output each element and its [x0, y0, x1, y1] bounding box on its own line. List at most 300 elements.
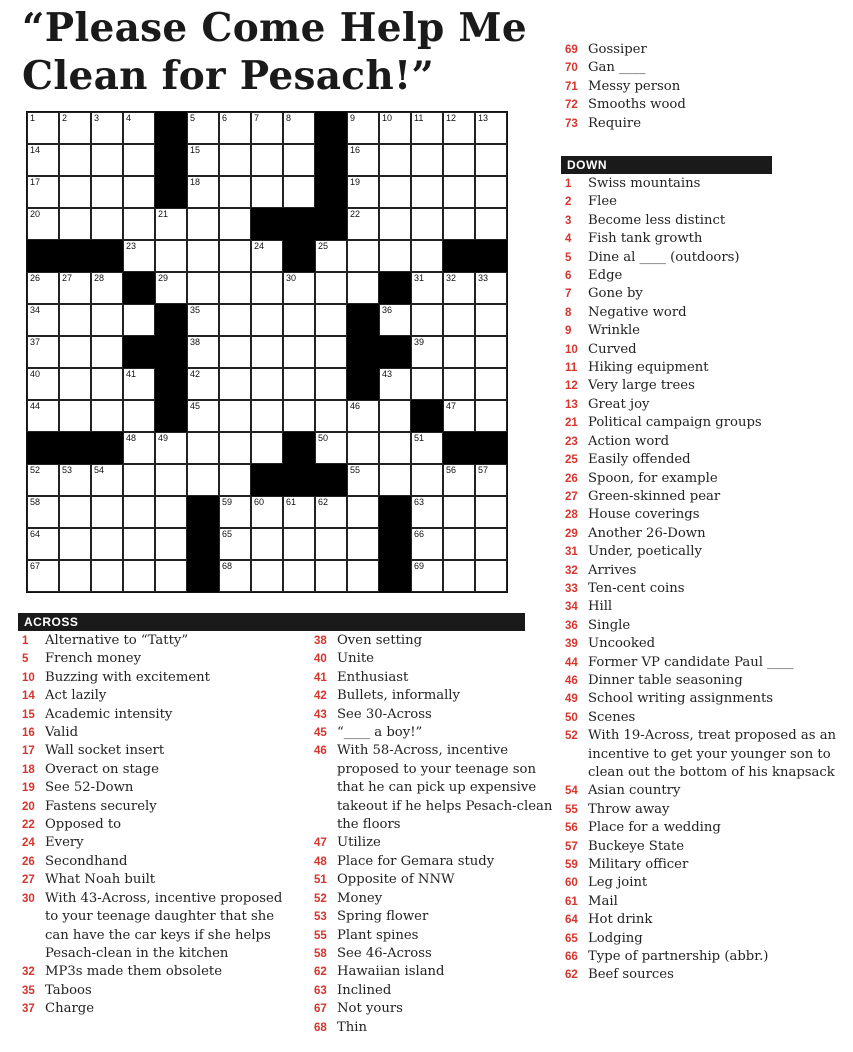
grid-cell[interactable] — [59, 560, 91, 592]
cell-number: 32 — [446, 273, 457, 283]
grid-cell[interactable] — [251, 400, 283, 432]
cell-number: 41 — [126, 369, 137, 379]
grid-cell[interactable] — [219, 432, 251, 464]
grid-cell[interactable] — [379, 240, 411, 272]
grid-cell[interactable] — [251, 112, 283, 144]
clue-item — [565, 59, 845, 77]
clue-number: 71 — [565, 80, 578, 93]
grid-cell[interactable] — [283, 400, 315, 432]
grid-cell[interactable] — [283, 272, 315, 304]
clue-text: Mail — [588, 893, 618, 909]
grid-cell[interactable] — [347, 496, 379, 528]
clue-text: Great joy — [588, 396, 650, 412]
grid-block — [59, 240, 91, 272]
grid-cell[interactable] — [347, 208, 379, 240]
clue-item — [314, 632, 554, 650]
grid-cell[interactable] — [283, 176, 315, 208]
clue-number: 32 — [22, 966, 35, 979]
grid-cell[interactable] — [91, 528, 123, 560]
grid-cell[interactable] — [155, 496, 187, 528]
clue-item — [565, 470, 845, 488]
grid-cell[interactable] — [251, 272, 283, 304]
clue-number: 31 — [565, 546, 578, 559]
grid-cell[interactable] — [27, 464, 59, 496]
grid-cell[interactable] — [347, 432, 379, 464]
grid-cell[interactable] — [347, 560, 379, 592]
clue-item — [314, 963, 554, 981]
cell-number: 26 — [30, 273, 41, 283]
grid-cell[interactable] — [411, 112, 443, 144]
clue-number: 14 — [22, 690, 35, 703]
clue-text: Wrinkle — [588, 323, 640, 339]
clue-text: What Noah built — [45, 872, 156, 888]
grid-cell[interactable] — [411, 304, 443, 336]
grid-cell[interactable] — [123, 208, 155, 240]
cell-number: 47 — [446, 401, 457, 411]
grid-cell[interactable] — [315, 400, 347, 432]
clue-item — [314, 1000, 554, 1018]
grid-cell[interactable] — [91, 368, 123, 400]
clue-text: Act lazily — [45, 688, 107, 704]
clue-text: Oven setting — [337, 633, 423, 648]
grid-cell[interactable] — [283, 368, 315, 400]
clue-number: 64 — [565, 914, 578, 927]
grid-cell[interactable] — [59, 112, 91, 144]
clue-text: Leg joint — [588, 875, 648, 891]
grid-cell[interactable] — [443, 560, 475, 592]
grid-cell[interactable] — [411, 432, 443, 464]
grid-cell[interactable] — [219, 400, 251, 432]
clue-text: Hill — [588, 599, 613, 615]
clue-text: Scenes — [588, 709, 636, 725]
cell-number: 34 — [30, 305, 41, 315]
clue-number: 6 — [565, 270, 572, 283]
grid-cell[interactable] — [59, 176, 91, 208]
grid-cell[interactable] — [411, 336, 443, 368]
grid-cell[interactable] — [251, 432, 283, 464]
clue-text: Overact on stage — [45, 761, 159, 777]
grid-cell[interactable] — [27, 272, 59, 304]
grid-cell[interactable] — [283, 496, 315, 528]
grid-cell[interactable] — [59, 336, 91, 368]
grid-cell[interactable] — [315, 528, 347, 560]
cell-number: 54 — [94, 465, 105, 475]
grid-cell[interactable] — [123, 496, 155, 528]
grid-cell[interactable] — [251, 144, 283, 176]
clue-text: Hot drink — [588, 912, 653, 928]
clue-number: 12 — [565, 380, 578, 393]
grid-cell[interactable] — [187, 240, 219, 272]
grid-cell[interactable] — [219, 208, 251, 240]
grid-cell[interactable] — [59, 528, 91, 560]
grid-cell[interactable] — [251, 496, 283, 528]
grid-cell[interactable] — [315, 240, 347, 272]
grid-cell[interactable] — [379, 144, 411, 176]
grid-cell[interactable] — [155, 528, 187, 560]
grid-block — [251, 208, 283, 240]
grid-cell[interactable] — [411, 144, 443, 176]
grid-cell[interactable] — [379, 400, 411, 432]
grid-cell[interactable] — [443, 208, 475, 240]
grid-cell[interactable] — [123, 432, 155, 464]
grid-cell[interactable] — [315, 336, 347, 368]
clue-text: Former VP candidate Paul ____ — [588, 654, 794, 670]
clue-number: 7 — [565, 288, 572, 301]
grid-cell[interactable] — [379, 208, 411, 240]
grid-cell[interactable] — [155, 432, 187, 464]
grid-cell[interactable] — [219, 144, 251, 176]
grid-cell[interactable] — [379, 464, 411, 496]
grid-cell[interactable] — [315, 368, 347, 400]
grid-cell[interactable] — [443, 144, 475, 176]
clue-number: 35 — [22, 984, 35, 997]
grid-cell[interactable] — [411, 208, 443, 240]
grid-cell[interactable] — [219, 464, 251, 496]
grid-cell[interactable] — [59, 368, 91, 400]
grid-cell[interactable] — [219, 240, 251, 272]
cell-number: 1 — [30, 113, 36, 123]
grid-cell[interactable] — [123, 144, 155, 176]
crossword-grid — [26, 111, 508, 593]
grid-cell[interactable] — [59, 464, 91, 496]
grid-cell[interactable] — [475, 304, 507, 336]
grid-cell[interactable] — [315, 496, 347, 528]
grid-cell[interactable] — [475, 272, 507, 304]
grid-cell[interactable] — [379, 176, 411, 208]
grid-cell[interactable] — [59, 400, 91, 432]
grid-cell[interactable] — [283, 112, 315, 144]
grid-cell[interactable] — [91, 304, 123, 336]
clue-item — [22, 724, 297, 742]
clue-number: 57 — [565, 840, 578, 853]
grid-cell[interactable] — [27, 176, 59, 208]
grid-cell[interactable] — [155, 560, 187, 592]
clue-item — [565, 948, 845, 966]
clue-text: Dinner table seasoning — [588, 672, 743, 688]
grid-cell[interactable] — [91, 496, 123, 528]
cell-number: 5 — [190, 113, 196, 123]
grid-cell[interactable] — [155, 240, 187, 272]
cell-number: 62 — [318, 497, 329, 507]
clue-text: Asian country — [588, 783, 681, 799]
grid-cell[interactable] — [283, 144, 315, 176]
grid-cell[interactable] — [251, 240, 283, 272]
cell-number: 13 — [478, 113, 489, 123]
grid-cell[interactable] — [187, 368, 219, 400]
grid-cell[interactable] — [475, 368, 507, 400]
cell-number: 9 — [350, 113, 356, 123]
grid-block — [251, 464, 283, 496]
clue-text: Every — [45, 835, 84, 851]
grid-cell[interactable] — [251, 176, 283, 208]
clue-item — [565, 359, 845, 377]
clue-item — [565, 856, 845, 874]
grid-cell[interactable] — [347, 272, 379, 304]
clue-number: 19 — [22, 782, 35, 795]
grid-cell[interactable] — [411, 176, 443, 208]
grid-cell[interactable] — [347, 464, 379, 496]
across-header: ACROSS — [18, 613, 525, 631]
grid-cell[interactable] — [91, 208, 123, 240]
grid-cell[interactable] — [251, 528, 283, 560]
grid-cell[interactable] — [123, 240, 155, 272]
clue-text: MP3s made them obsolete — [45, 964, 223, 980]
cell-number: 15 — [190, 145, 201, 155]
grid-cell[interactable] — [411, 368, 443, 400]
grid-cell[interactable] — [187, 144, 219, 176]
grid-cell[interactable] — [315, 560, 347, 592]
grid-cell[interactable] — [475, 560, 507, 592]
cell-number: 42 — [190, 369, 201, 379]
clue-text: School writing assignments — [588, 691, 774, 707]
grid-cell[interactable] — [379, 368, 411, 400]
grid-cell[interactable] — [443, 112, 475, 144]
clue-item — [22, 963, 297, 981]
grid-block — [443, 432, 475, 464]
grid-cell[interactable] — [27, 528, 59, 560]
clue-number: 38 — [314, 635, 327, 647]
clue-text: Arrives — [588, 562, 637, 578]
grid-cell[interactable] — [411, 272, 443, 304]
clue-text: Plant spines — [337, 927, 419, 943]
clue-text: With 43-Across, incentive proposed to your teenage daughter that she can have the car keys if she helps Pesach-clean in the kitchen — [45, 890, 283, 961]
clue-number: 22 — [22, 819, 35, 832]
grid-cell[interactable] — [219, 496, 251, 528]
clue-number: 18 — [22, 763, 35, 776]
grid-cell[interactable] — [347, 144, 379, 176]
grid-cell[interactable] — [187, 304, 219, 336]
grid-cell[interactable] — [475, 208, 507, 240]
grid-cell[interactable] — [411, 496, 443, 528]
clue-number: 8 — [565, 306, 572, 319]
grid-cell[interactable] — [411, 240, 443, 272]
grid-cell[interactable] — [283, 336, 315, 368]
clue-item — [565, 304, 845, 322]
grid-cell[interactable] — [187, 176, 219, 208]
grid-cell[interactable] — [27, 336, 59, 368]
grid-cell[interactable] — [411, 528, 443, 560]
grid-cell[interactable] — [411, 560, 443, 592]
grid-cell[interactable] — [219, 368, 251, 400]
grid-cell[interactable] — [443, 400, 475, 432]
cell-number: 4 — [126, 113, 132, 123]
grid-cell[interactable] — [379, 432, 411, 464]
grid-cell[interactable] — [27, 208, 59, 240]
cell-number: 57 — [478, 465, 489, 475]
grid-cell[interactable] — [219, 272, 251, 304]
clue-item — [314, 650, 554, 668]
grid-cell[interactable] — [347, 528, 379, 560]
clue-item — [565, 377, 845, 395]
cell-number: 52 — [30, 465, 41, 475]
grid-cell[interactable] — [91, 144, 123, 176]
grid-cell[interactable] — [475, 528, 507, 560]
clue-text: Uncooked — [588, 636, 656, 652]
grid-cell[interactable] — [443, 176, 475, 208]
clue-number: 17 — [22, 745, 35, 758]
clue-number: 65 — [565, 932, 578, 945]
grid-cell[interactable] — [187, 336, 219, 368]
grid-cell[interactable] — [155, 464, 187, 496]
grid-cell[interactable] — [411, 464, 443, 496]
grid-cell[interactable] — [283, 560, 315, 592]
clue-text: Gossiper — [588, 42, 647, 57]
grid-cell[interactable] — [347, 400, 379, 432]
grid-cell[interactable] — [123, 560, 155, 592]
grid-cell[interactable] — [219, 560, 251, 592]
clue-text: Fish tank growth — [588, 231, 703, 247]
clue-number: 70 — [565, 62, 578, 75]
grid-cell[interactable] — [123, 528, 155, 560]
grid-cell[interactable] — [347, 112, 379, 144]
grid-cell[interactable] — [251, 368, 283, 400]
grid-cell[interactable] — [251, 304, 283, 336]
grid-cell[interactable] — [27, 304, 59, 336]
grid-cell[interactable] — [27, 368, 59, 400]
cell-number: 44 — [30, 401, 41, 411]
grid-cell[interactable] — [91, 560, 123, 592]
clue-text: With 58-Across, incentive proposed to your teenage son that he can pick up expensive takeout if he helps Pesach-clean the floors — [337, 743, 553, 833]
clue-number: 4 — [565, 233, 572, 246]
grid-cell[interactable] — [187, 400, 219, 432]
cell-number: 37 — [30, 337, 41, 347]
grid-cell[interactable] — [27, 144, 59, 176]
grid-cell[interactable] — [315, 304, 347, 336]
grid-block — [379, 496, 411, 528]
grid-cell[interactable] — [155, 208, 187, 240]
grid-cell[interactable] — [91, 176, 123, 208]
grid-block — [347, 304, 379, 336]
grid-cell[interactable] — [475, 464, 507, 496]
grid-cell[interactable] — [27, 400, 59, 432]
grid-cell[interactable] — [475, 176, 507, 208]
clue-item — [565, 874, 845, 892]
grid-cell[interactable] — [27, 112, 59, 144]
grid-cell[interactable] — [251, 336, 283, 368]
clue-number: 58 — [314, 947, 327, 960]
clue-item — [565, 598, 845, 616]
cell-number: 55 — [350, 465, 361, 475]
clue-number: 10 — [22, 671, 35, 684]
grid-cell[interactable] — [187, 464, 219, 496]
cell-number: 27 — [62, 273, 73, 283]
grid-cell[interactable] — [123, 112, 155, 144]
grid-cell[interactable] — [155, 272, 187, 304]
grid-cell[interactable] — [475, 400, 507, 432]
clue-item — [565, 78, 845, 96]
grid-cell[interactable] — [91, 272, 123, 304]
clue-number: 20 — [22, 800, 35, 813]
clue-text: Wall socket insert — [45, 743, 165, 759]
grid-cell[interactable] — [187, 272, 219, 304]
grid-cell[interactable] — [379, 304, 411, 336]
grid-cell[interactable] — [27, 496, 59, 528]
cell-number: 51 — [414, 433, 425, 443]
grid-cell[interactable] — [187, 208, 219, 240]
clue-item — [314, 908, 554, 926]
clue-text: Flee — [588, 194, 617, 210]
grid-cell[interactable] — [251, 560, 283, 592]
grid-cell[interactable] — [219, 304, 251, 336]
cell-number: 67 — [30, 561, 41, 571]
grid-cell[interactable] — [123, 304, 155, 336]
grid-cell[interactable] — [219, 176, 251, 208]
grid-cell[interactable] — [443, 528, 475, 560]
grid-cell[interactable] — [475, 112, 507, 144]
grid-cell[interactable] — [347, 176, 379, 208]
grid-cell[interactable] — [123, 176, 155, 208]
clue-item — [22, 742, 297, 760]
grid-cell[interactable] — [475, 336, 507, 368]
grid-cell[interactable] — [27, 560, 59, 592]
grid-cell[interactable] — [59, 208, 91, 240]
grid-cell[interactable] — [443, 464, 475, 496]
grid-cell[interactable] — [91, 336, 123, 368]
grid-cell[interactable] — [187, 432, 219, 464]
grid-cell[interactable] — [443, 272, 475, 304]
grid-cell[interactable] — [475, 496, 507, 528]
grid-cell[interactable] — [59, 272, 91, 304]
clue-text: Swiss mountains — [588, 176, 701, 191]
grid-cell[interactable] — [59, 496, 91, 528]
grid-cell[interactable] — [123, 368, 155, 400]
grid-cell[interactable] — [283, 304, 315, 336]
grid-cell[interactable] — [443, 496, 475, 528]
grid-cell[interactable] — [347, 240, 379, 272]
grid-block — [315, 144, 347, 176]
clue-item — [565, 838, 845, 856]
grid-cell[interactable] — [91, 400, 123, 432]
grid-block — [411, 400, 443, 432]
grid-cell[interactable] — [283, 528, 315, 560]
clue-item — [565, 506, 845, 524]
clue-number: 48 — [314, 855, 327, 868]
grid-cell[interactable] — [219, 336, 251, 368]
grid-block — [27, 240, 59, 272]
clue-text: Utilize — [337, 835, 381, 851]
grid-cell[interactable] — [443, 304, 475, 336]
grid-cell[interactable] — [443, 368, 475, 400]
cell-number: 18 — [190, 177, 201, 187]
grid-cell[interactable] — [379, 112, 411, 144]
clue-item — [565, 193, 845, 211]
cell-number: 31 — [414, 273, 425, 283]
clue-item — [22, 761, 297, 779]
clue-text: Fastens securely — [45, 798, 157, 814]
grid-cell[interactable] — [123, 464, 155, 496]
grid-cell[interactable] — [219, 528, 251, 560]
grid-cell[interactable] — [315, 272, 347, 304]
clue-text: See 46-Across — [337, 945, 432, 961]
grid-cell[interactable] — [59, 144, 91, 176]
grid-cell[interactable] — [91, 112, 123, 144]
grid-cell[interactable] — [187, 112, 219, 144]
grid-cell[interactable] — [475, 144, 507, 176]
clue-number: 24 — [22, 837, 35, 850]
grid-cell[interactable] — [219, 112, 251, 144]
grid-cell[interactable] — [91, 464, 123, 496]
grid-cell[interactable] — [315, 432, 347, 464]
clue-number: 9 — [565, 325, 572, 338]
clue-item — [314, 982, 554, 1000]
grid-cell[interactable] — [443, 336, 475, 368]
clue-item — [565, 267, 845, 285]
clue-text: French money — [45, 651, 142, 667]
clue-item — [565, 488, 845, 506]
clue-number: 50 — [565, 711, 578, 724]
grid-cell[interactable] — [59, 304, 91, 336]
grid-cell[interactable] — [123, 400, 155, 432]
